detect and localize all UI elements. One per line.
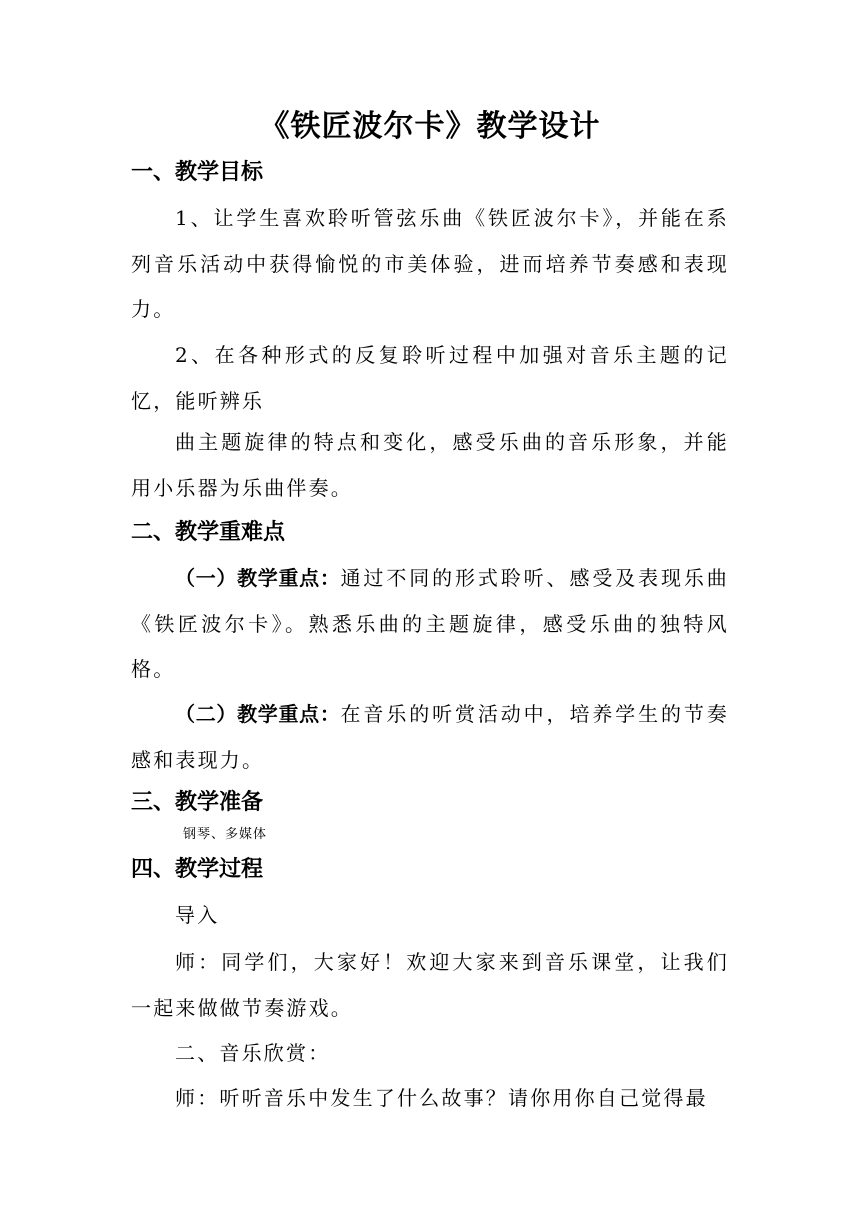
key-point-2-label: （二）教学重点： xyxy=(175,702,341,726)
key-point-2-text: 在音乐的听赏活动中，培养学生的节奏感和表现力。 xyxy=(131,702,729,772)
goals-paragraph-1: 1、让学生喜欢聆听管弦乐曲《铁匠波尔卡》，并能在系列音乐活动中获得愉悦的市美体验，进而培养节奏感和表现力。 xyxy=(131,206,729,321)
key-point-2 xyxy=(131,692,729,783)
section-heading-key-points: 二、教学重难点 xyxy=(131,520,286,545)
document-title: 《铁匠波尔卡》教学设计 xyxy=(259,109,601,144)
process-appreciation-label: 二、音乐欣赏： xyxy=(175,1041,331,1065)
goals-paragraph-2a: 2、在各种形式的反复聆听过程中加强对音乐主题的记忆，能听辨乐 xyxy=(131,343,729,413)
process-intro-label: 导入 xyxy=(175,903,220,927)
section-heading-goals: 一、教学目标 xyxy=(131,160,264,185)
key-point-1-text: 通过不同的形式聆听、感受及表现乐曲《铁匠波尔卡》。熟悉乐曲的主题旋律，感受乐曲的独特风格。 xyxy=(131,566,729,681)
preparation-items: 钢琴、多媒体 xyxy=(183,827,268,842)
key-point-1-label: （一）教学重点： xyxy=(175,566,341,590)
process-teacher-line-2: 师：听听音乐中发生了什么故事？请你用你自己觉得最 xyxy=(175,1086,708,1110)
section-heading-process: 四、教学过程 xyxy=(131,857,264,882)
process-teacher-line-1: 师：同学们，大家好！欢迎大家来到音乐课堂，让我们一起来做做节奏游戏。 xyxy=(131,950,729,1020)
key-point-1 xyxy=(131,556,729,693)
section-heading-preparation: 三、教学准备 xyxy=(131,790,264,815)
goals-paragraph-2b: 曲主题旋律的特点和变化，感受乐曲的音乐形象，并能用小乐器为乐曲伴奏。 xyxy=(131,430,729,500)
